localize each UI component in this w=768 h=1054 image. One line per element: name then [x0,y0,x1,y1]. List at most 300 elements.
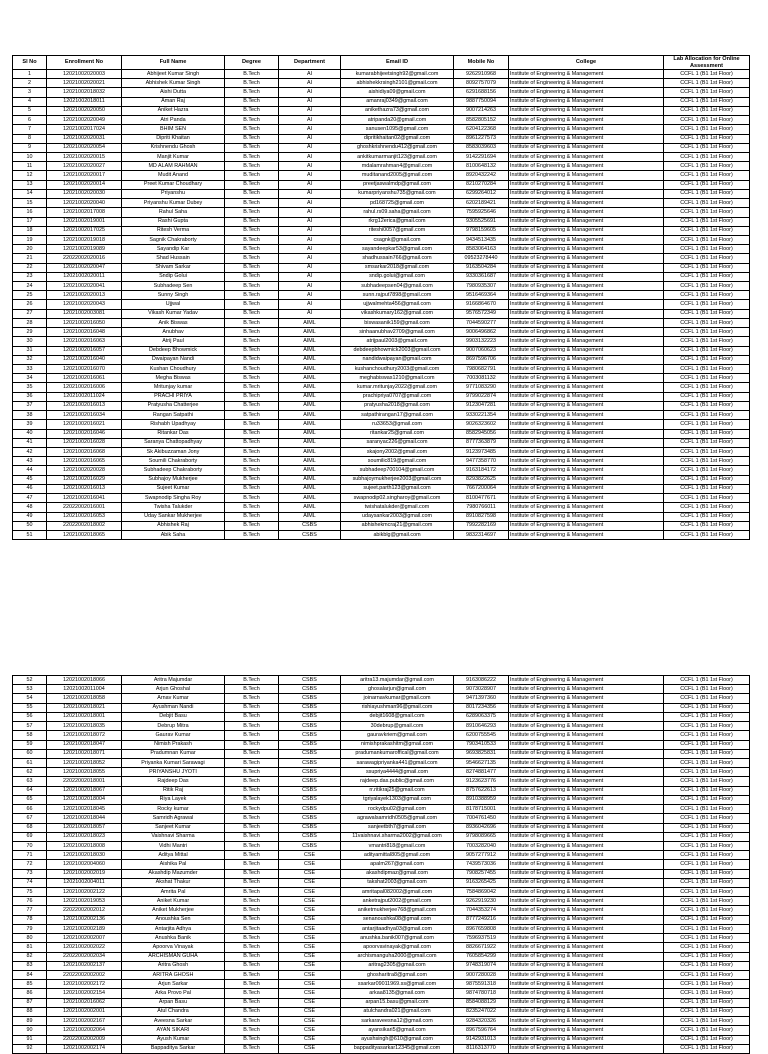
department-cell: CSBS [279,685,341,694]
department-cell: AI [279,208,341,217]
full-name-cell: Anik Biswas [122,318,225,327]
mobile-cell: 9875591318 [454,980,509,989]
email-cell: biswasanik159@gmail.com [341,318,454,327]
sl-no-cell: 91 [13,1035,47,1044]
lab-allocation-cell: CCFL 1 (B1 1st Floor) [664,309,750,318]
enrollment-no-cell: 12021002018011 [47,97,122,106]
college-cell: Institute of Engineering & Management [509,106,664,115]
enrollment-no-cell: 12021002016040 [47,355,122,364]
email-cell: prachipriya0707@gmail.com [341,392,454,401]
enrollment-no-cell: 12021002016065 [47,457,122,466]
full-name-cell: Sndip Golui [122,272,225,281]
enrollment-no-cell: 12021002018047 [47,740,122,749]
enrollment-no-cell: 12021002020040 [47,199,122,208]
full-name-cell: ARCHISMAN GUHA [122,952,225,961]
department-cell: AIML [279,401,341,410]
lab-allocation-cell: CCFL 1 (B1 1st Floor) [664,143,750,152]
mobile-cell: 7044353274 [454,906,509,915]
department-cell: AI [279,291,341,300]
email-cell: skajony2002@gmail.com [341,447,454,456]
college-cell: Institute of Engineering & Management [509,346,664,355]
degree-cell: B.Tech [225,494,279,503]
sl-no-cell: 60 [13,749,47,758]
department-cell: AI [279,106,341,115]
lab-allocation-cell: CCFL 1 (B1 1st Floor) [664,429,750,438]
full-name-cell: Aishi Dutta [122,88,225,97]
email-cell: ujjwalmehta456@gmail.com [341,300,454,309]
mobile-cell: 7004761450 [454,814,509,823]
degree-cell: B.Tech [225,180,279,189]
mobile-cell: 8961227573 [454,134,509,143]
mobile-cell: 8583064163 [454,245,509,254]
full-name-cell: Debrup Mitra [122,722,225,731]
enrollment-no-cell: 12021002016034 [47,411,122,420]
college-cell: Institute of Engineering & Management [509,795,664,804]
mobile-cell: 6299264012 [454,189,509,198]
table-row [13,318,750,327]
department-cell: AI [279,88,341,97]
department-cell: AI [279,162,341,171]
sl-no-cell: 8 [13,134,47,143]
department-cell: CSE [279,878,341,887]
department-cell: AI [279,309,341,318]
college-cell: Institute of Engineering & Management [509,906,664,915]
department-cell: AI [279,254,341,263]
department-cell: CSE [279,924,341,933]
degree-cell: B.Tech [225,282,279,291]
email-cell: kumarpriyanshu735@gmail.com [341,189,454,198]
full-name-cell: MD ALAM RAHMAN [122,162,225,171]
degree-cell: B.Tech [225,740,279,749]
college-cell: Institute of Engineering & Management [509,749,664,758]
department-cell: CSE [279,998,341,1007]
college-cell: Institute of Engineering & Management [509,309,664,318]
enrollment-no-cell: 12021002017025 [47,226,122,235]
lab-allocation-cell: CCFL 1 (B1 1st Floor) [664,125,750,134]
mobile-cell: 9123623776 [454,777,509,786]
email-cell: antarjitaadhya03@gmail.com [341,924,454,933]
table-row [13,226,750,235]
lab-allocation-cell: CCFL 1 (B1 1st Floor) [664,1017,750,1026]
enrollment-no-cell: 12021002016053 [47,512,122,521]
sl-no-cell: 59 [13,740,47,749]
college-cell: Institute of Engineering & Management [509,134,664,143]
degree-cell: B.Tech [225,878,279,887]
mobile-cell: 9546627135 [454,758,509,767]
table-row [13,897,750,906]
table-row [13,731,750,740]
email-cell: tgriyalayek1303@gmail.com [341,795,454,804]
mobile-cell: 7595925646 [454,208,509,217]
degree-cell: B.Tech [225,97,279,106]
degree-cell: B.Tech [225,703,279,712]
sl-no-cell: 51 [13,530,47,539]
table-row [13,749,750,758]
mobile-cell: 9798159605 [454,226,509,235]
sl-no-cell: 61 [13,758,47,767]
enrollment-no-cell: 12021002016068 [47,447,122,456]
college-cell: Institute of Engineering & Management [509,475,664,484]
degree-cell: B.Tech [225,758,279,767]
table-row [13,88,750,97]
lab-allocation-cell: CCFL 1 (B1 1st Floor) [664,1035,750,1044]
full-name-cell: Abik Saha [122,530,225,539]
lab-allocation-cell: CCFL 1 (B1 1st Floor) [664,272,750,281]
mobile-cell: 9142291694 [454,152,509,161]
column-header-degree: Degree [225,56,279,70]
sl-no-cell: 15 [13,199,47,208]
sl-no-cell: 66 [13,805,47,814]
full-name-cell: Atul Chandra [122,1007,225,1016]
sl-no-cell: 34 [13,374,47,383]
enrollment-no-cell: 12021002018032 [47,88,122,97]
degree-cell: B.Tech [225,300,279,309]
mobile-cell: 9903132223 [454,337,509,346]
college-cell: Institute of Engineering & Management [509,392,664,401]
sl-no-cell: 58 [13,731,47,740]
department-cell: AI [279,226,341,235]
table-row [13,740,750,749]
full-name-cell: Arjun Ghoshal [122,685,225,694]
full-name-cell: Sagnik Chakraborty [122,235,225,244]
enrollment-no-cell: 12021002020031 [47,134,122,143]
table-row [13,143,750,152]
sl-no-cell: 3 [13,88,47,97]
department-cell: AIML [279,503,341,512]
sl-no-cell: 18 [13,226,47,235]
degree-cell: B.Tech [225,355,279,364]
lab-allocation-cell: CCFL 1 (B1 1st Floor) [664,383,750,392]
sl-no-cell: 57 [13,722,47,731]
full-name-cell: Aniket Kumar [122,897,225,906]
enrollment-no-cell: 12021002016006 [47,383,122,392]
full-name-cell: Anubhav [122,328,225,337]
table-row [13,217,750,226]
lab-allocation-cell: CCFL 1 (B1 1st Floor) [664,282,750,291]
full-name-cell: Atrij Paul [122,337,225,346]
enrollment-no-cell: 12021002002189 [47,924,122,933]
mobile-cell: 6204122368 [454,125,509,134]
table-row [13,712,750,721]
degree-cell: B.Tech [225,823,279,832]
table-row [13,1044,750,1053]
lab-allocation-cell: CCFL 1 (B1 1st Floor) [664,116,750,125]
full-name-cell: Aritra Ghosh [122,961,225,970]
sl-no-cell: 52 [13,676,47,685]
enrollment-no-cell: 12021002016013 [47,401,122,410]
email-cell: amritapal082002@gmail.com [341,888,454,897]
degree-cell: B.Tech [225,888,279,897]
degree-cell: B.Tech [225,475,279,484]
department-cell: AIML [279,374,341,383]
department-cell: AI [279,245,341,254]
email-cell: sinhaanubhav2709@gmail.com [341,328,454,337]
degree-cell: B.Tech [225,383,279,392]
table-row [13,282,750,291]
table-row [13,989,750,998]
table-row [13,934,750,943]
table-row [13,106,750,115]
college-cell: Institute of Engineering & Management [509,171,664,180]
full-name-cell: Akashdip Mazumder [122,869,225,878]
sl-no-cell: 84 [13,971,47,980]
sl-no-cell: 78 [13,915,47,924]
table-row [13,116,750,125]
sl-no-cell: 45 [13,475,47,484]
email-cell: nandidwaipayan@gmail.com [341,355,454,364]
lab-allocation-cell: CCFL 1 (B1 1st Floor) [664,70,750,79]
table-row [13,254,750,263]
college-cell: Institute of Engineering & Management [509,328,664,337]
email-cell: sarawagipriyanka441@gmail.com [341,758,454,767]
college-cell: Institute of Engineering & Management [509,952,664,961]
department-cell: CSE [279,906,341,915]
mobile-cell: 9163265425 [454,878,509,887]
degree-cell: B.Tech [225,860,279,869]
table-row [13,392,750,401]
enrollment-no-cell: 12021002018021 [47,703,122,712]
mobile-cell: 9799022874 [454,392,509,401]
department-cell: CSBS [279,521,341,530]
email-cell: rockydpu02@gmail.com [341,805,454,814]
department-cell: AIML [279,337,341,346]
email-cell: dipritikhaitan02@gmail.com [341,134,454,143]
department-cell: AIML [279,457,341,466]
college-cell: Institute of Engineering & Management [509,934,664,943]
degree-cell: B.Tech [225,235,279,244]
email-cell: subhadeepsen04@gmail.com [341,282,454,291]
email-cell: arkaa8135@gmail.com [341,989,454,998]
full-name-cell: Ritesh Verma [122,226,225,235]
degree-cell: B.Tech [225,134,279,143]
mobile-cell: 8584088129 [454,998,509,1007]
full-name-cell: Abhishek Kumar Singh [122,79,225,88]
mobile-cell: 9693825831 [454,749,509,758]
mobile-cell: 8100477671 [454,494,509,503]
mobile-cell: 9576572349 [454,309,509,318]
sl-no-cell: 10 [13,152,47,161]
college-cell: Institute of Engineering & Management [509,961,664,970]
enrollment-no-cell: 12021002020011 [47,272,122,281]
sl-no-cell: 2 [13,79,47,88]
email-cell: sanusen1095@gmail.com [341,125,454,134]
mobile-cell: 8910646293 [454,722,509,731]
lab-allocation-cell: CCFL 1 (B1 1st Floor) [664,217,750,226]
email-cell: riteshi0057@gmail.com [341,226,454,235]
lab-allocation-cell: CCFL 1 (B1 1st Floor) [664,943,750,952]
table-row [13,494,750,503]
table-row [13,457,750,466]
degree-cell: B.Tech [225,263,279,272]
header-row [13,56,750,70]
sl-no-cell: 1 [13,70,47,79]
full-name-cell: Krishnendu Ghosh [122,143,225,152]
college-cell: Institute of Engineering & Management [509,355,664,364]
degree-cell: B.Tech [225,731,279,740]
table-row [13,860,750,869]
college-cell: Institute of Engineering & Management [509,300,664,309]
college-cell: Institute of Engineering & Management [509,162,664,171]
degree-cell: B.Tech [225,245,279,254]
full-name-cell: Megha Biswas [122,374,225,383]
sl-no-cell: 14 [13,189,47,198]
enrollment-no-cell: 12021002002136 [47,915,122,924]
degree-cell: B.Tech [225,328,279,337]
college-cell: Institute of Engineering & Management [509,97,664,106]
sl-no-cell: 54 [13,694,47,703]
enrollment-no-cell: 12021002002167 [47,1017,122,1026]
table-row [13,722,750,731]
lab-allocation-cell: CCFL 1 (B1 1st Floor) [664,731,750,740]
full-name-cell: BHIM SEN [122,125,225,134]
sl-no-cell: 11 [13,162,47,171]
department-cell: AI [279,199,341,208]
college-cell: Institute of Engineering & Management [509,1026,664,1035]
sl-no-cell: 22 [13,263,47,272]
lab-allocation-cell: CCFL 1 (B1 1st Floor) [664,401,750,410]
full-name-cell: Subhadeep Sen [122,282,225,291]
sl-no-cell: 49 [13,512,47,521]
full-name-cell: Debjit Basu [122,712,225,721]
mobile-cell: 8017234356 [454,703,509,712]
sl-no-cell: 13 [13,180,47,189]
enrollment-no-cell: 12021002018030 [47,851,122,860]
lab-allocation-cell: CCFL 1 (B1 1st Floor) [664,676,750,685]
enrollment-no-cell: 12021002002064 [47,1026,122,1035]
table-row [13,374,750,383]
enrollment-no-cell: 22022002002034 [47,952,122,961]
department-cell: AIML [279,383,341,392]
email-cell: rr.ritikraj25@gmail.com [341,786,454,795]
lab-allocation-cell: CCFL 1 (B1 1st Floor) [664,530,750,539]
enrollment-no-cell: 12021002016013 [47,484,122,493]
mobile-cell: 9163086222 [454,676,509,685]
lab-allocation-cell: CCFL 1 (B1 1st Floor) [664,263,750,272]
college-cell: Institute of Engineering & Management [509,116,664,125]
college-cell: Institute of Engineering & Management [509,897,664,906]
degree-cell: B.Tech [225,411,279,420]
enrollment-no-cell: 12021002016028 [47,438,122,447]
enrollment-no-cell: 12021002016029 [47,475,122,484]
table-row [13,1035,750,1044]
lab-allocation-cell: CCFL 1 (B1 1st Floor) [664,328,750,337]
table-row [13,272,750,281]
degree-cell: B.Tech [225,805,279,814]
table-row [13,768,750,777]
enrollment-no-cell: 12021002016062 [47,998,122,1007]
lab-allocation-cell: CCFL 1 (B1 1st Floor) [664,512,750,521]
email-cell: csagnk@gmail.com [341,235,454,244]
email-cell: shadhussain766@gmail.com [341,254,454,263]
sl-no-cell: 26 [13,300,47,309]
full-name-cell: Preet Kumar Choudhary [122,180,225,189]
table-row [13,676,750,685]
full-name-cell: Rocky kumar [122,805,225,814]
enrollment-no-cell: 22022002018002 [47,521,122,530]
email-cell: aishidiya09@gmail.com [341,88,454,97]
full-name-cell: Dwaipayan Nandi [122,355,225,364]
degree-cell: B.Tech [225,337,279,346]
table-row [13,438,750,447]
sl-no-cell: 83 [13,961,47,970]
table-row [13,70,750,79]
lab-allocation-cell: CCFL 1 (B1 1st Floor) [664,355,750,364]
degree-cell: B.Tech [225,429,279,438]
full-name-cell: Subhajoy Mukherjee [122,475,225,484]
sl-no-cell: 88 [13,1007,47,1016]
mobile-cell: 9163184172 [454,466,509,475]
sl-no-cell: 50 [13,521,47,530]
sl-no-cell: 42 [13,447,47,456]
degree-cell: B.Tech [225,841,279,850]
department-cell: CSBS [279,805,341,814]
table-row [13,1026,750,1035]
full-name-cell: Vidhi Mantri [122,841,225,850]
enrollment-no-cell: 12021002020054 [47,143,122,152]
enrollment-no-cell: 12021002019001 [47,217,122,226]
sl-no-cell: 21 [13,254,47,263]
college-cell: Institute of Engineering & Management [509,199,664,208]
full-name-cell: Manjit Kumar [122,152,225,161]
college-cell: Institute of Engineering & Management [509,512,664,521]
full-name-cell: Rishabh Upadhyay [122,420,225,429]
enrollment-no-cell: 22022002002012 [47,906,122,915]
enrollment-no-cell: 22022002016001 [47,503,122,512]
email-cell: ssupriya4444@gmail.com [341,768,454,777]
mobile-cell: 9305525691 [454,217,509,226]
mobile-cell: 9798089665 [454,832,509,841]
enrollment-no-cell: 12021002020015 [47,152,122,161]
enrollment-no-cell: 12021002020003 [47,70,122,79]
college-cell: Institute of Engineering & Management [509,457,664,466]
lab-allocation-cell: CCFL 1 (B1 1st Floor) [664,466,750,475]
department-cell: CSE [279,860,341,869]
table-row [13,355,750,364]
column-header-enrollment-no: Enrollment No [47,56,122,70]
table-row [13,694,750,703]
mobile-cell: 8757622613 [454,786,509,795]
sl-no-cell: 73 [13,869,47,878]
table-row [13,346,750,355]
sl-no-cell: 35 [13,383,47,392]
college-cell: Institute of Engineering & Management [509,263,664,272]
enrollment-no-cell: 12021002020014 [47,180,122,189]
lab-allocation-cell: CCFL 1 (B1 1st Floor) [664,97,750,106]
full-name-cell: Aniket Mukherjee [122,906,225,915]
college-cell: Institute of Engineering & Management [509,88,664,97]
sl-no-cell: 55 [13,703,47,712]
full-name-cell: Debdeep Bhowmick [122,346,225,355]
degree-cell: B.Tech [225,1026,279,1035]
email-cell: arpan15.basu@gmail.com [341,998,454,1007]
department-cell: AI [279,235,341,244]
department-cell: CSE [279,869,341,878]
sl-no-cell: 24 [13,282,47,291]
department-cell: AI [279,180,341,189]
enrollment-no-cell: 12021002018072 [47,731,122,740]
department-cell: CSE [279,952,341,961]
full-name-cell: Kushan Choudhury [122,365,225,374]
degree-cell: B.Tech [225,832,279,841]
table-row [13,180,750,189]
department-cell: CSBS [279,786,341,795]
college-cell: Institute of Engineering & Management [509,125,664,134]
enrollment-no-cell: 12021002002154 [47,989,122,998]
mobile-cell: 9142931013 [454,1035,509,1044]
email-cell: saranyac226@gmail.com [341,438,454,447]
degree-cell: B.Tech [225,272,279,281]
full-name-cell: Abhijeet Kumar Singh [122,70,225,79]
